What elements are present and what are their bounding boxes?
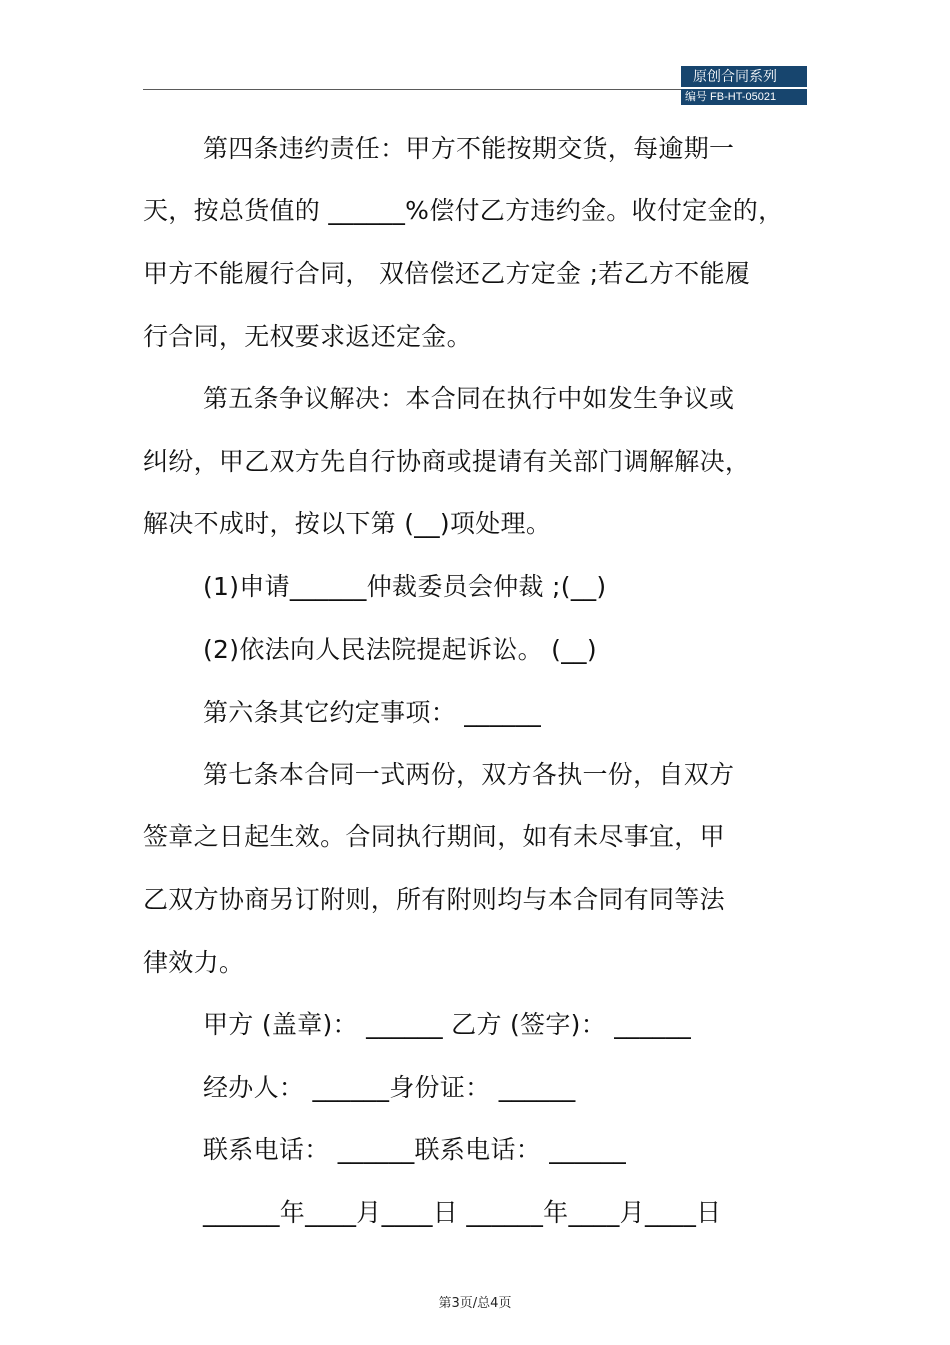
page-number: 第3页/总4页 xyxy=(438,1296,512,1311)
text-line: 甲方不能履行合同， 双倍偿还乙方定金 ;若乙方不能履 xyxy=(143,259,751,288)
text-line: 第五条争议解决：本合同在执行中如发生争议或 xyxy=(203,384,735,413)
text-line: 乙双方协商另订附则，所有附则均与本合同有同等法 xyxy=(143,885,725,914)
document-code: 编号 FB-HT-05021 xyxy=(681,89,807,105)
text-line: (1)申请______仲裁委员会仲裁 ;(__) xyxy=(203,572,607,601)
text-line: 纠纷，甲乙双方先自行协商或提请有关部门调解解决， xyxy=(143,447,751,476)
text-line: 解决不成时，按以下第 (__)项处理。 xyxy=(143,509,552,538)
signature-line: 甲方 (盖章)： ______ 乙方 (签字)： ______ xyxy=(203,1010,692,1039)
text-line: 律效力。 xyxy=(143,948,245,977)
text-line: 第六条其它约定事项： ______ xyxy=(203,698,542,727)
text-line: 行合同，无权要求返还定金。 xyxy=(143,322,472,351)
text-line: 第七条本合同一式两份，双方各执一份，自双方 xyxy=(203,760,735,789)
signature-line: 经办人： ______身份证： ______ xyxy=(203,1073,576,1102)
text-line: (2)依法向人民法院提起诉讼。 (__) xyxy=(203,635,597,664)
text-line: 签章之日起生效。合同执行期间，如有未尽事宜，甲 xyxy=(143,822,725,851)
text-line: 第四条违约责任：甲方不能按期交货，每逾期一 xyxy=(203,134,735,163)
text-line: 天，按总货值的 ______%偿付乙方违约金。收付定金的， xyxy=(143,196,784,225)
date-line: ______年____月____日 ______年____月____日 xyxy=(203,1198,722,1227)
series-badge xyxy=(681,66,807,105)
signature-line: 联系电话： ______联系电话： ______ xyxy=(203,1135,627,1164)
series-label: 原创合同系列 xyxy=(681,66,807,87)
